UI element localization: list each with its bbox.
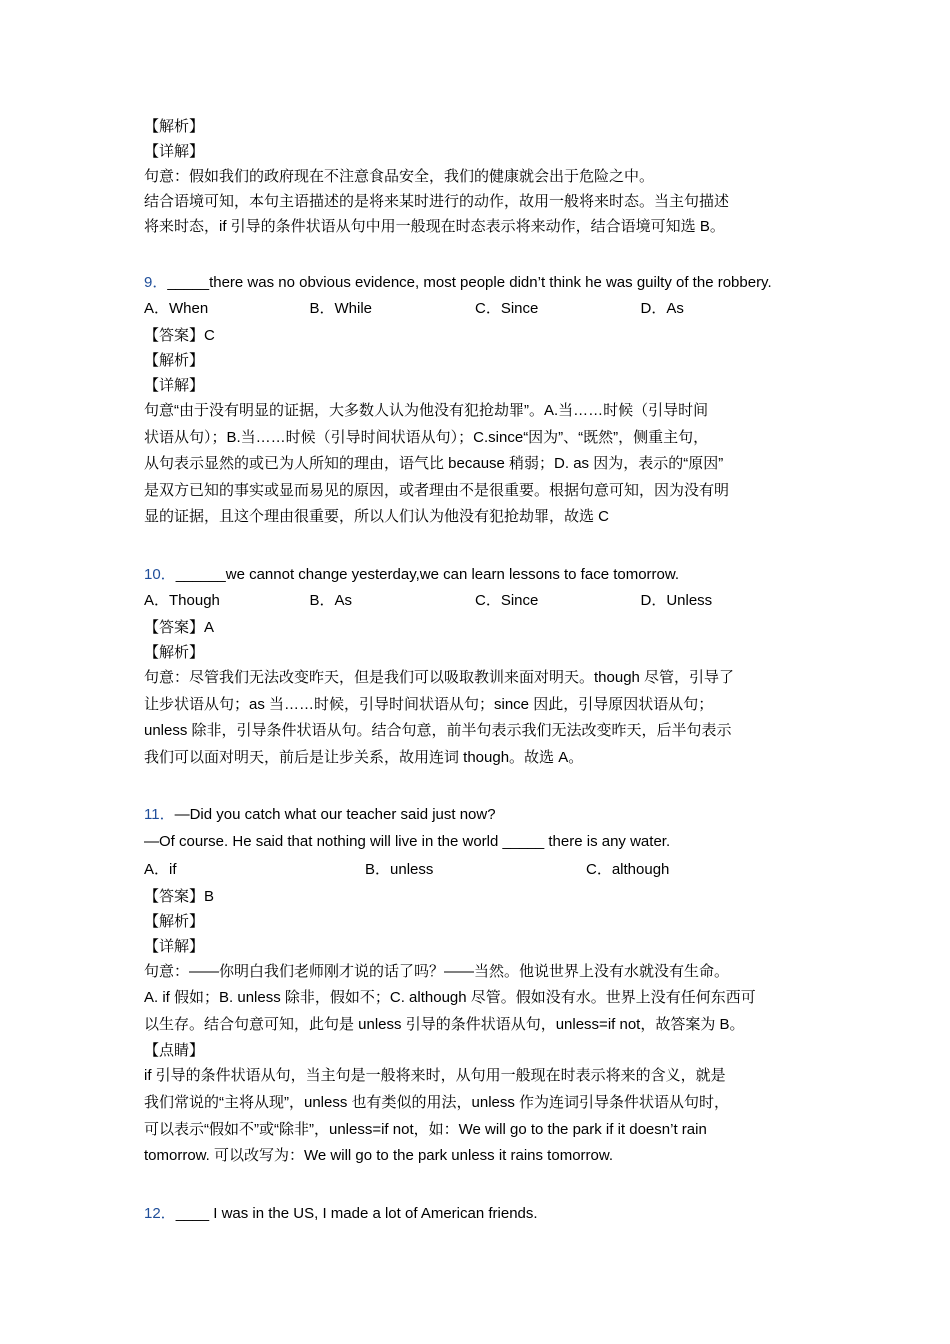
explanation-line: 从句表示显然的或已为人所知的理由，语气比 because 稍弱；D. as 因为，表示的“原因” <box>144 455 724 473</box>
question-9-stem <box>144 270 812 295</box>
content-column <box>144 114 812 1226</box>
explanation-line: 状语从句）；B.当……时候（引导时间状语从句）；C.since“因为”、“既然”，侧重主句， <box>144 428 709 446</box>
question-number: 9． <box>144 274 168 291</box>
option-d: D．As <box>640 300 684 317</box>
option-c: C．Since <box>475 591 539 609</box>
detail-heading: 【详解】 <box>144 143 205 160</box>
option-b: B．As <box>309 591 353 609</box>
tip-line: 可以表示“假如不”或“除非”，unless=if not，如：We will go to the park if it doesn’t rain <box>144 1120 707 1138</box>
question-11-options <box>144 856 812 884</box>
question-11-stem-2 <box>144 829 812 856</box>
answer-blank: _____ <box>502 832 545 850</box>
option-b: B．While <box>309 300 373 317</box>
analysis-heading: 【解析】 <box>144 352 205 369</box>
explanation-line: 句意：尽管我们无法改变昨天，但是我们可以吸取教训来面对明天。though 尽管，引导了 <box>144 668 735 686</box>
option-c: C．although <box>586 860 670 878</box>
analysis-heading: 【解析】 <box>144 643 205 661</box>
question-11-stem <box>144 802 812 829</box>
option-a: A．if <box>144 860 177 878</box>
question-number: 10． <box>144 565 176 583</box>
question-number: 11． <box>144 806 175 824</box>
question-number: 12． <box>144 1204 176 1222</box>
tip-line: if 引导的条件状语从句，当主句是一般将来时，从句用一般现在时表示将来的含义，就是 <box>144 1067 726 1085</box>
explanation-line: 显的证据，且这个理由很重要，所以人们认为他没有犯抢劫罪，故选 C <box>144 508 610 526</box>
explanation-line: 句意：假如我们的政府现在不注意食品安全，我们的健康就会出于危险之中。 <box>144 168 655 185</box>
tip-line: tomorrow. 可以改写为：We will go to the park unless it rains tomorrow. <box>144 1147 614 1165</box>
detail-heading: 【详解】 <box>144 377 205 394</box>
question-text: there was no obvious evidence, most people didn’t think he was guilty of the robbery. <box>209 274 772 291</box>
question-text: —Of course. He said that nothing will live in the world <box>144 832 503 850</box>
explanation-line: 将来时态，if 引导的条件状语从句中用一般现在时态表示将来动作，结合语境可知选 B。 <box>144 218 725 235</box>
explanation-line: unless 除非，引导条件状语从句。结合句意，前半句表示我们无法改变昨天，后半句表示 <box>144 722 732 740</box>
question-10-options <box>144 587 812 615</box>
option-d: D．Unless <box>640 591 713 609</box>
question-12-stem <box>144 1201 812 1226</box>
explanation-line: 句意：——你明白我们老师刚才说的话了吗？——当然。他说世界上没有水就没有生命。 <box>144 962 730 980</box>
option-a: A．When <box>144 300 209 317</box>
question-9-options <box>144 295 812 323</box>
explanation-line: 让步状语从句；as 当……时候，引导时间状语从句；since 因此，引导原因状语从句； <box>144 695 714 713</box>
question-text: we cannot change yesterday,we can learn lessons to face tomorrow. <box>225 565 680 583</box>
explanation-line: 我们可以面对明天，前后是让步关系，故用连词 though。故选 A。 <box>144 748 584 766</box>
question-text: there is any water. <box>544 832 671 850</box>
answer-line: 【答案】A <box>144 618 215 636</box>
detail-heading: 【详解】 <box>144 937 205 955</box>
analysis-heading: 【解析】 <box>144 912 205 930</box>
tip-heading: 【点睛】 <box>144 1042 205 1060</box>
explanation-line: A. if 假如；B. unless 除非，假如不；C. although 尽管。假如没有水。世界上没有任何东西可 <box>144 989 756 1007</box>
answer-blank: _____ <box>167 274 210 291</box>
option-a: A．Though <box>144 591 220 609</box>
answer-blank: ____ <box>175 1204 210 1222</box>
question-text: I was in the US, I made a lot of American friends. <box>209 1204 538 1222</box>
tip-line: 我们常说的“主将从现”，unless 也有类似的用法，unless 作为连词引导条件状语从句时， <box>144 1093 730 1111</box>
explanation-line: 是双方已知的事实或显而易见的原因，或者理由不是很重要。根据句意可知，因为没有明 <box>144 481 730 499</box>
question-text: —Did you catch what our teacher said just now? <box>174 806 496 824</box>
option-b: B．unless <box>365 860 434 878</box>
option-c: C．Since <box>475 300 539 317</box>
explanation-line: 句意“由于没有明显的证据，大多数人认为他没有犯抢劫罪”。A.当……时候（引导时间 <box>144 402 709 419</box>
explanation-line: 结合语境可知，本句主语描述的是将来某时进行的动作，故用一般将来时态。当主句描述 <box>144 193 730 210</box>
answer-line: 【答案】C <box>144 327 215 344</box>
analysis-heading: 【解析】 <box>144 118 205 135</box>
answer-line: 【答案】B <box>144 887 215 905</box>
answer-blank: ______ <box>175 565 226 583</box>
explanation-line: 以生存。结合句意可知，此句是 unless 引导的条件状语从句，unless=if not，故答案为 B。 <box>144 1015 745 1033</box>
question-10-stem <box>144 562 812 587</box>
